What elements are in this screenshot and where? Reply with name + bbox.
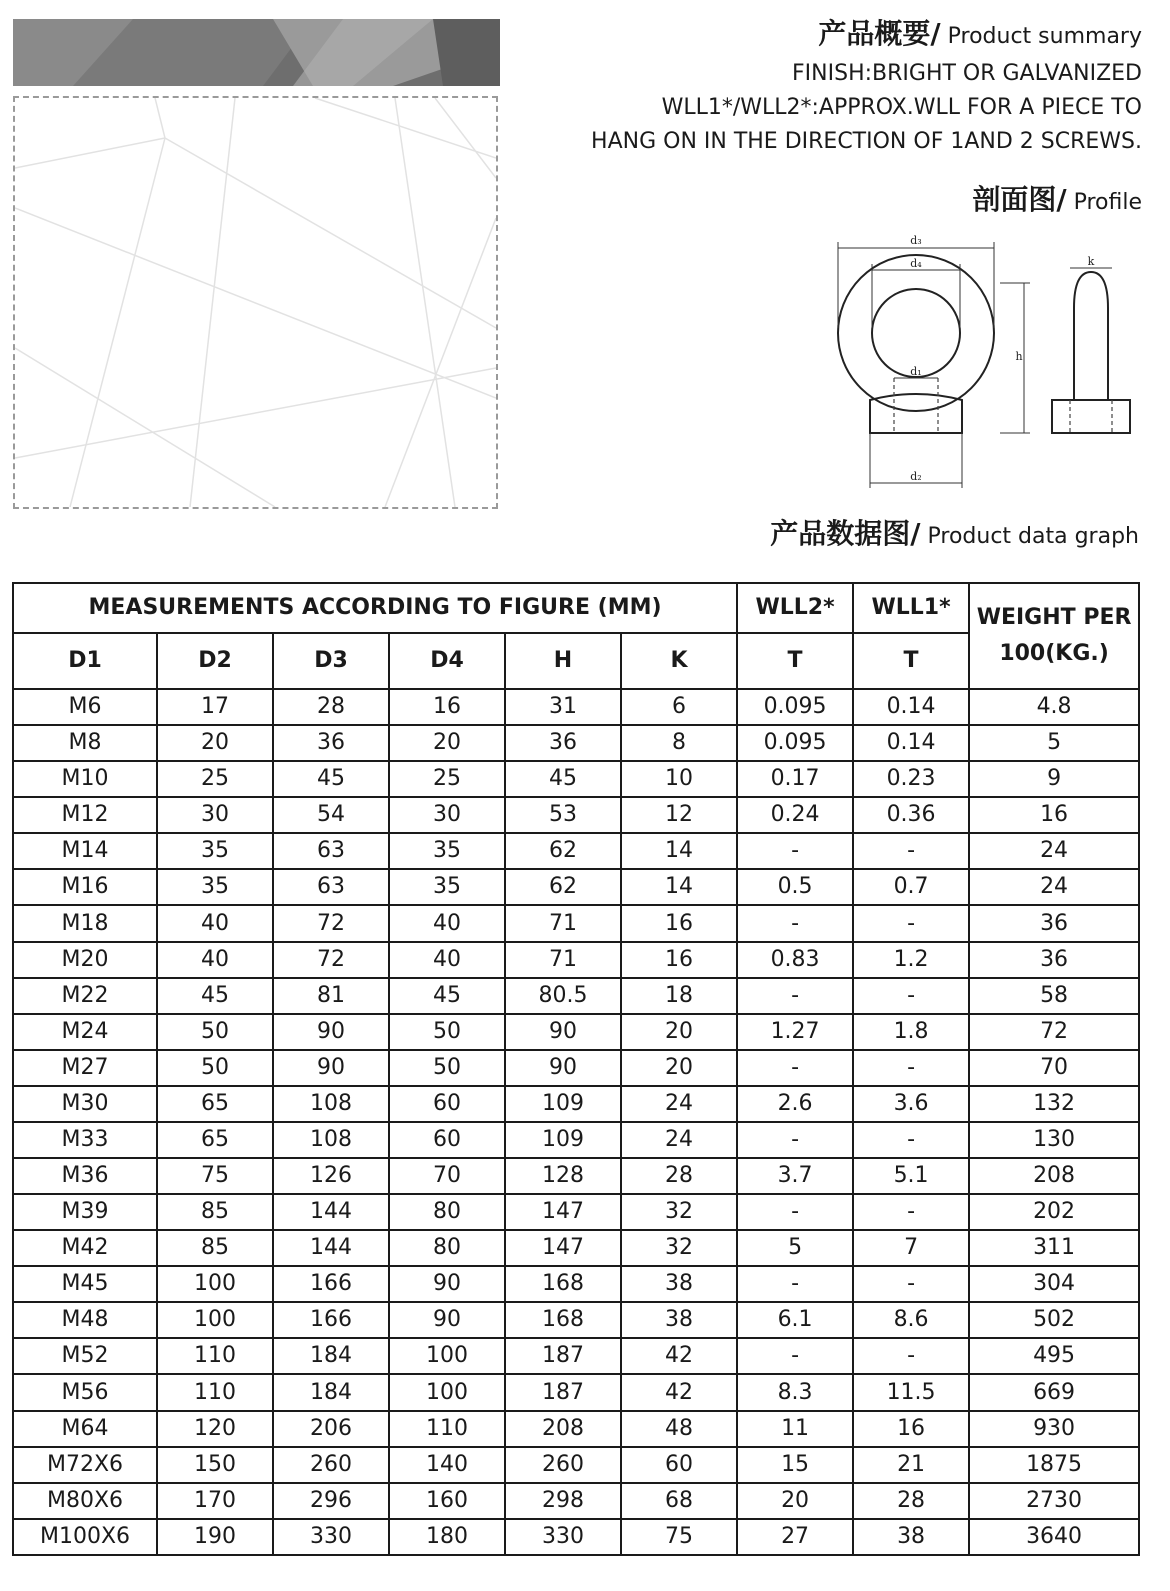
- cell-d3: 260: [273, 1447, 389, 1483]
- cell-k: 32: [621, 1230, 737, 1266]
- cell-d1: M14: [13, 833, 157, 869]
- column-header-h: H: [505, 633, 621, 689]
- cell-wll2: 6.1: [737, 1302, 853, 1338]
- cell-h: 80.5: [505, 978, 621, 1014]
- cell-weight: 36: [969, 942, 1139, 978]
- summary-line-finish: FINISH:BRIGHT OR GALVANIZED: [792, 61, 1142, 86]
- cell-weight: 132: [969, 1086, 1139, 1122]
- cell-k: 38: [621, 1302, 737, 1338]
- header-banner: [13, 19, 500, 86]
- cell-d2: 85: [157, 1194, 273, 1230]
- cell-d2: 150: [157, 1447, 273, 1483]
- cell-d2: 35: [157, 833, 273, 869]
- cell-weight: 3640: [969, 1519, 1139, 1555]
- cell-wll1: -: [853, 905, 969, 941]
- cell-h: 71: [505, 905, 621, 941]
- cell-wll1: 3.6: [853, 1086, 969, 1122]
- cell-wll1: 0.36: [853, 797, 969, 833]
- cell-wll2: -: [737, 1266, 853, 1302]
- table-row: [13, 797, 1139, 833]
- cell-d3: 108: [273, 1122, 389, 1158]
- cell-d3: 90: [273, 1050, 389, 1086]
- cell-d1: M24: [13, 1014, 157, 1050]
- cell-d4: 100: [389, 1338, 505, 1374]
- cell-d2: 190: [157, 1519, 273, 1555]
- cell-wll1: 1.8: [853, 1014, 969, 1050]
- table-row: [13, 1519, 1139, 1555]
- weight-header-line-2: 100(KG.): [999, 641, 1109, 666]
- cell-d2: 110: [157, 1374, 273, 1410]
- cell-d3: 296: [273, 1483, 389, 1519]
- cell-wll1: 0.14: [853, 725, 969, 761]
- label-h: h: [1015, 350, 1023, 363]
- cell-k: 16: [621, 942, 737, 978]
- cell-d4: 140: [389, 1447, 505, 1483]
- cell-weight: 304: [969, 1266, 1139, 1302]
- cell-k: 42: [621, 1374, 737, 1410]
- cell-weight: 2730: [969, 1483, 1139, 1519]
- cell-d4: 40: [389, 905, 505, 941]
- cell-d3: 206: [273, 1411, 389, 1447]
- cell-wll2: 8.3: [737, 1374, 853, 1410]
- table-row: [13, 1483, 1139, 1519]
- summary-title-cn: 产品概要/: [818, 17, 941, 50]
- label-k: k: [1087, 255, 1095, 268]
- table-row: [13, 1014, 1139, 1050]
- measurements-header: MEASUREMENTS ACCORDING TO FIGURE (MM): [13, 583, 737, 633]
- banner-pattern: [13, 19, 500, 86]
- weight-header-line-1: WEIGHT PER: [976, 605, 1132, 630]
- cell-wll2: -: [737, 1338, 853, 1374]
- cell-d3: 144: [273, 1194, 389, 1230]
- cell-d1: M27: [13, 1050, 157, 1086]
- cell-d3: 72: [273, 942, 389, 978]
- cell-wll1: 5.1: [853, 1158, 969, 1194]
- cell-weight: 1875: [969, 1447, 1139, 1483]
- cell-d1: M100X6: [13, 1519, 157, 1555]
- cell-d1: M80X6: [13, 1483, 157, 1519]
- cell-d4: 45: [389, 978, 505, 1014]
- cell-d3: 81: [273, 978, 389, 1014]
- profile-title-cn: 剖面图/: [972, 183, 1067, 216]
- cell-d1: M39: [13, 1194, 157, 1230]
- cell-h: 71: [505, 942, 621, 978]
- cell-d4: 50: [389, 1014, 505, 1050]
- cell-d2: 85: [157, 1230, 273, 1266]
- table-row: [13, 1050, 1139, 1086]
- cell-wll2: 0.17: [737, 761, 853, 797]
- cell-wll2: 5: [737, 1230, 853, 1266]
- cell-d2: 17: [157, 689, 273, 725]
- cell-d4: 90: [389, 1266, 505, 1302]
- cell-wll2: 0.83: [737, 942, 853, 978]
- cell-weight: 58: [969, 978, 1139, 1014]
- cell-d1: M8: [13, 725, 157, 761]
- cell-d4: 110: [389, 1411, 505, 1447]
- cell-wll1: 28: [853, 1483, 969, 1519]
- table-row: [13, 1374, 1139, 1410]
- cell-d3: 330: [273, 1519, 389, 1555]
- cell-d2: 100: [157, 1302, 273, 1338]
- cell-k: 8: [621, 725, 737, 761]
- cell-k: 10: [621, 761, 737, 797]
- cell-h: 109: [505, 1122, 621, 1158]
- cell-k: 16: [621, 905, 737, 941]
- cell-wll1: 0.7: [853, 869, 969, 905]
- cell-d2: 30: [157, 797, 273, 833]
- cell-d2: 65: [157, 1122, 273, 1158]
- table-row: [13, 1266, 1139, 1302]
- line-pattern: [15, 98, 496, 507]
- cell-wll2: 0.5: [737, 869, 853, 905]
- cell-d3: 63: [273, 869, 389, 905]
- cell-d3: 36: [273, 725, 389, 761]
- cell-h: 298: [505, 1483, 621, 1519]
- cell-wll2: 11: [737, 1411, 853, 1447]
- cell-wll1: -: [853, 1338, 969, 1374]
- cell-d4: 20: [389, 725, 505, 761]
- graph-title-en: Product data graph: [920, 524, 1139, 549]
- cell-d3: 45: [273, 761, 389, 797]
- cell-h: 168: [505, 1266, 621, 1302]
- cell-weight: 36: [969, 905, 1139, 941]
- table-row: [13, 833, 1139, 869]
- cell-h: 168: [505, 1302, 621, 1338]
- table-row: [13, 1411, 1139, 1447]
- cell-d3: 54: [273, 797, 389, 833]
- product-summary: [502, 14, 1142, 159]
- cell-k: 24: [621, 1122, 737, 1158]
- cell-h: 147: [505, 1230, 621, 1266]
- cell-k: 60: [621, 1447, 737, 1483]
- cell-d1: M72X6: [13, 1447, 157, 1483]
- cell-d1: M45: [13, 1266, 157, 1302]
- cell-d2: 50: [157, 1014, 273, 1050]
- table-row: [13, 1122, 1139, 1158]
- column-header-d1: D1: [13, 633, 157, 689]
- cell-wll2: 0.095: [737, 689, 853, 725]
- cell-d2: 50: [157, 1050, 273, 1086]
- cell-h: 45: [505, 761, 621, 797]
- cell-wll1: 21: [853, 1447, 969, 1483]
- cell-wll2: -: [737, 978, 853, 1014]
- cell-k: 38: [621, 1266, 737, 1302]
- cell-wll2: 15: [737, 1447, 853, 1483]
- cell-weight: 495: [969, 1338, 1139, 1374]
- profile-title-en: Profile: [1066, 190, 1142, 215]
- summary-title: [502, 14, 1142, 57]
- cell-h: 90: [505, 1014, 621, 1050]
- cell-k: 68: [621, 1483, 737, 1519]
- cell-d3: 28: [273, 689, 389, 725]
- cell-k: 48: [621, 1411, 737, 1447]
- cell-wll2: 0.24: [737, 797, 853, 833]
- cell-k: 20: [621, 1050, 737, 1086]
- cell-d1: M16: [13, 869, 157, 905]
- label-d2: d₂: [910, 470, 922, 483]
- table-row: [13, 1338, 1139, 1374]
- cell-d4: 60: [389, 1086, 505, 1122]
- table-row: [13, 905, 1139, 941]
- cell-h: 109: [505, 1086, 621, 1122]
- cell-weight: 202: [969, 1194, 1139, 1230]
- cell-wll2: -: [737, 1122, 853, 1158]
- cell-weight: 669: [969, 1374, 1139, 1410]
- cell-weight: 9: [969, 761, 1139, 797]
- cell-d4: 30: [389, 797, 505, 833]
- cell-d1: M52: [13, 1338, 157, 1374]
- wll1-header: WLL1*: [853, 583, 969, 633]
- cell-k: 20: [621, 1014, 737, 1050]
- cell-wll1: 0.14: [853, 689, 969, 725]
- cell-wll2: 2.6: [737, 1086, 853, 1122]
- cell-d3: 63: [273, 833, 389, 869]
- cell-h: 62: [505, 869, 621, 905]
- table-row: [13, 761, 1139, 797]
- cell-d2: 40: [157, 942, 273, 978]
- cell-d1: M20: [13, 942, 157, 978]
- cell-wll1: -: [853, 1122, 969, 1158]
- cell-wll1: 1.2: [853, 942, 969, 978]
- cell-weight: 16: [969, 797, 1139, 833]
- table-row: [13, 942, 1139, 978]
- summary-line-wll-2: HANG ON IN THE DIRECTION OF 1AND 2 SCREWS.: [591, 129, 1142, 154]
- cell-d3: 126: [273, 1158, 389, 1194]
- cell-k: 42: [621, 1338, 737, 1374]
- cell-h: 53: [505, 797, 621, 833]
- label-d1: d₁: [910, 365, 922, 378]
- cell-d2: 110: [157, 1338, 273, 1374]
- cell-k: 6: [621, 689, 737, 725]
- cell-wll2: 27: [737, 1519, 853, 1555]
- summary-line-wll-1: WLL1*/WLL2*:APPROX.WLL FOR A PIECE TO: [661, 95, 1142, 120]
- graph-title-cn: 产品数据图/: [770, 517, 921, 550]
- cell-weight: 5: [969, 725, 1139, 761]
- cell-k: 24: [621, 1086, 737, 1122]
- data-graph-title: [770, 514, 1139, 557]
- cell-d1: M18: [13, 905, 157, 941]
- profile-title: [972, 180, 1142, 223]
- cell-d3: 184: [273, 1338, 389, 1374]
- wll2-header: WLL2*: [737, 583, 853, 633]
- cell-h: 187: [505, 1374, 621, 1410]
- table-row: [13, 1230, 1139, 1266]
- cell-d2: 25: [157, 761, 273, 797]
- cell-d4: 100: [389, 1374, 505, 1410]
- cell-d4: 35: [389, 833, 505, 869]
- column-header-wll1-t: T: [853, 633, 969, 689]
- cell-d4: 70: [389, 1158, 505, 1194]
- table-row: [13, 1302, 1139, 1338]
- cell-h: 147: [505, 1194, 621, 1230]
- cell-h: 36: [505, 725, 621, 761]
- cell-wll2: -: [737, 833, 853, 869]
- table-row: [13, 978, 1139, 1014]
- cell-d2: 65: [157, 1086, 273, 1122]
- profile-drawing: [820, 228, 1150, 498]
- cell-d1: M36: [13, 1158, 157, 1194]
- product-image-placeholder: [13, 96, 498, 509]
- cell-weight: 24: [969, 869, 1139, 905]
- cell-d2: 75: [157, 1158, 273, 1194]
- product-data-table: [12, 582, 1140, 1556]
- cell-h: 187: [505, 1338, 621, 1374]
- table-row: [13, 1158, 1139, 1194]
- cell-d1: M33: [13, 1122, 157, 1158]
- cell-d2: 45: [157, 978, 273, 1014]
- table-body: [13, 689, 1139, 1555]
- cell-wll1: -: [853, 978, 969, 1014]
- weight-header: [969, 583, 1139, 689]
- cell-wll1: -: [853, 1050, 969, 1086]
- cell-weight: 72: [969, 1014, 1139, 1050]
- cell-wll1: 0.23: [853, 761, 969, 797]
- cell-weight: 208: [969, 1158, 1139, 1194]
- cell-wll1: -: [853, 1266, 969, 1302]
- cell-d1: M12: [13, 797, 157, 833]
- column-header-d3: D3: [273, 633, 389, 689]
- column-header-d4: D4: [389, 633, 505, 689]
- cell-d1: M10: [13, 761, 157, 797]
- cell-h: 208: [505, 1411, 621, 1447]
- cell-d3: 184: [273, 1374, 389, 1410]
- cell-wll1: 8.6: [853, 1302, 969, 1338]
- cell-h: 128: [505, 1158, 621, 1194]
- cell-d1: M48: [13, 1302, 157, 1338]
- cell-weight: 24: [969, 833, 1139, 869]
- cell-d4: 80: [389, 1230, 505, 1266]
- cell-d3: 144: [273, 1230, 389, 1266]
- cell-h: 330: [505, 1519, 621, 1555]
- cell-h: 90: [505, 1050, 621, 1086]
- cell-wll1: -: [853, 1194, 969, 1230]
- cell-d1: M30: [13, 1086, 157, 1122]
- cell-d4: 16: [389, 689, 505, 725]
- cell-d1: M42: [13, 1230, 157, 1266]
- cell-d1: M56: [13, 1374, 157, 1410]
- cell-k: 14: [621, 869, 737, 905]
- cell-wll2: 3.7: [737, 1158, 853, 1194]
- cell-d4: 80: [389, 1194, 505, 1230]
- label-d4: d₄: [910, 257, 922, 270]
- column-header-k: K: [621, 633, 737, 689]
- cell-d2: 35: [157, 869, 273, 905]
- column-header-d2: D2: [157, 633, 273, 689]
- eye-nut-drawing: [820, 228, 1150, 498]
- cell-d3: 90: [273, 1014, 389, 1050]
- table-row: [13, 1447, 1139, 1483]
- label-d3: d₃: [910, 234, 922, 247]
- column-header-wll2-t: T: [737, 633, 853, 689]
- cell-h: 260: [505, 1447, 621, 1483]
- cell-wll1: -: [853, 833, 969, 869]
- cell-d2: 120: [157, 1411, 273, 1447]
- cell-h: 31: [505, 689, 621, 725]
- summary-title-en: Product summary: [940, 24, 1142, 49]
- cell-d4: 90: [389, 1302, 505, 1338]
- table-row: [13, 1194, 1139, 1230]
- cell-d4: 160: [389, 1483, 505, 1519]
- cell-wll2: 0.095: [737, 725, 853, 761]
- cell-d4: 50: [389, 1050, 505, 1086]
- cell-wll1: 16: [853, 1411, 969, 1447]
- cell-wll2: -: [737, 905, 853, 941]
- table-row: [13, 869, 1139, 905]
- cell-d4: 180: [389, 1519, 505, 1555]
- cell-weight: 311: [969, 1230, 1139, 1266]
- cell-d2: 100: [157, 1266, 273, 1302]
- cell-weight: 930: [969, 1411, 1139, 1447]
- cell-d3: 166: [273, 1266, 389, 1302]
- cell-wll1: 38: [853, 1519, 969, 1555]
- cell-k: 75: [621, 1519, 737, 1555]
- cell-d3: 166: [273, 1302, 389, 1338]
- cell-d1: M6: [13, 689, 157, 725]
- cell-k: 18: [621, 978, 737, 1014]
- cell-weight: 130: [969, 1122, 1139, 1158]
- cell-wll2: 20: [737, 1483, 853, 1519]
- cell-d1: M22: [13, 978, 157, 1014]
- cell-k: 14: [621, 833, 737, 869]
- cell-d1: M64: [13, 1411, 157, 1447]
- cell-d2: 170: [157, 1483, 273, 1519]
- cell-d3: 72: [273, 905, 389, 941]
- cell-d4: 25: [389, 761, 505, 797]
- cell-d3: 108: [273, 1086, 389, 1122]
- cell-wll2: -: [737, 1050, 853, 1086]
- cell-wll2: 1.27: [737, 1014, 853, 1050]
- cell-d4: 60: [389, 1122, 505, 1158]
- cell-k: 32: [621, 1194, 737, 1230]
- table-row: [13, 689, 1139, 725]
- cell-k: 28: [621, 1158, 737, 1194]
- cell-wll2: -: [737, 1194, 853, 1230]
- cell-weight: 4.8: [969, 689, 1139, 725]
- cell-d4: 35: [389, 869, 505, 905]
- cell-wll1: 11.5: [853, 1374, 969, 1410]
- cell-d2: 40: [157, 905, 273, 941]
- cell-weight: 70: [969, 1050, 1139, 1086]
- cell-d4: 40: [389, 942, 505, 978]
- cell-wll1: 7: [853, 1230, 969, 1266]
- cell-weight: 502: [969, 1302, 1139, 1338]
- cell-d2: 20: [157, 725, 273, 761]
- table-row: [13, 1086, 1139, 1122]
- cell-k: 12: [621, 797, 737, 833]
- cell-h: 62: [505, 833, 621, 869]
- table-row: [13, 725, 1139, 761]
